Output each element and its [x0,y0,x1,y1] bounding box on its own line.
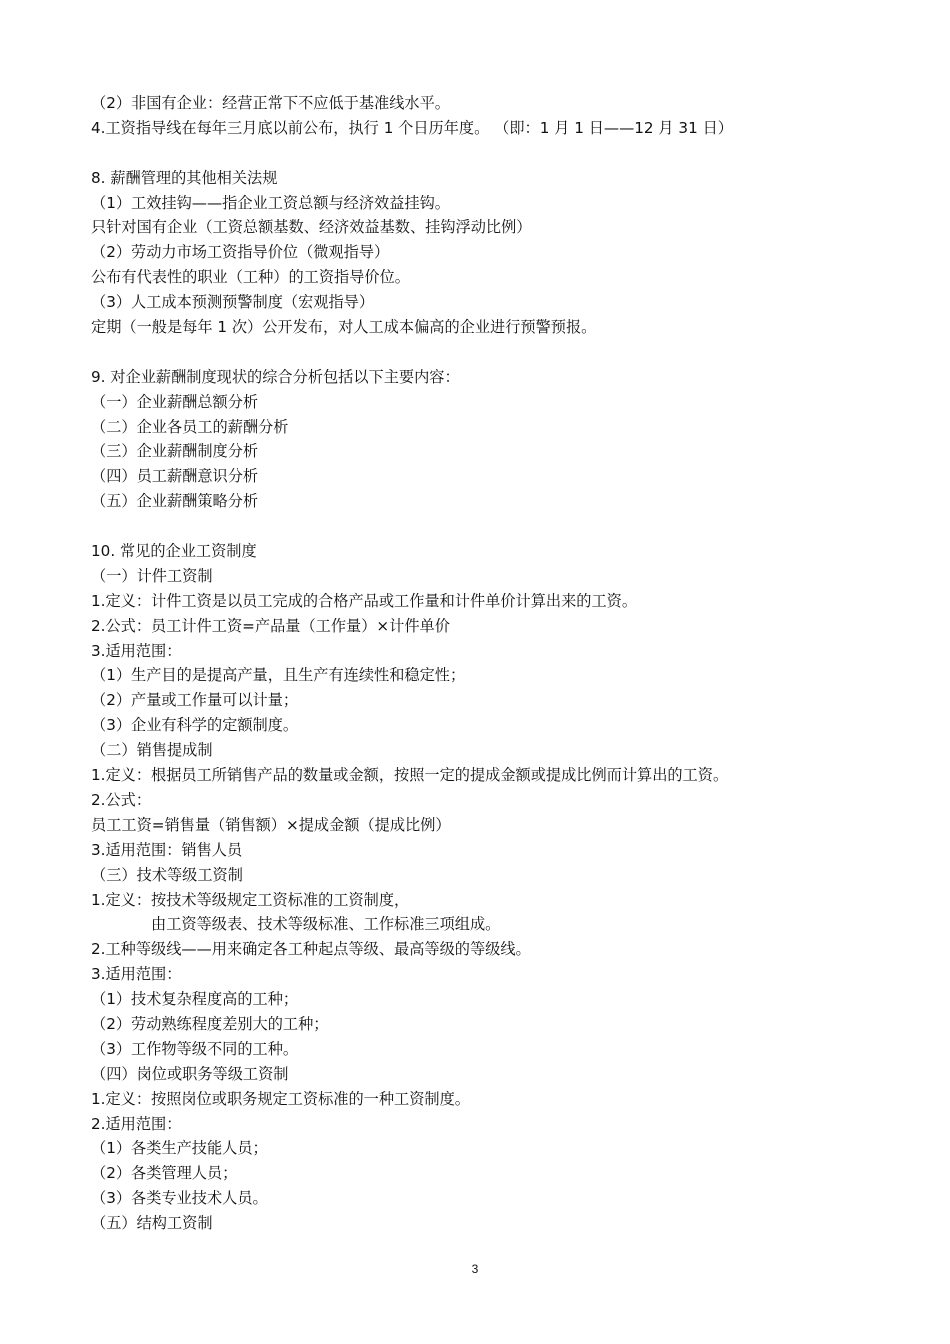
page-number: 3 [471,1262,479,1276]
text-line: 1.定义：计件工资是以员工完成的合格产品或工作量和计件单价计算出来的工资。 [91,591,638,610]
text-line: （3）企业有科学的定额制度。 [91,716,299,735]
text-line: 9. 对企业薪酬制度现状的综合分析包括以下主要内容： [91,367,460,386]
text-line: 员工工资=销售量（销售额）×提成金额（提成比例） [91,815,451,834]
blank-line [91,514,891,539]
text-line: （1）技术复杂程度高的工种； [91,990,299,1009]
document-body [91,91,891,1236]
text-line: 3.适用范围：销售人员 [91,840,243,859]
text-line: 2.适用范围： [91,1114,182,1133]
text-line: （四）员工薪酬意识分析 [91,467,259,486]
text-line: （二）销售提成制 [91,741,213,760]
text-line: 公布有代表性的职业（工种）的工资指导价位。 [91,268,410,287]
text-line: （1）工效挂钩——指企业工资总额与经济效益挂钩。 [91,193,450,212]
text-line: （3）各类专业技术人员。 [91,1189,268,1208]
text-line: （1）各类生产技能人员； [91,1139,268,1158]
text-line: （2）劳动熟练程度差别大的工种； [91,1014,329,1033]
blank-line [91,340,891,365]
text-line: 2.工种等级线——用来确定各工种起点等级、最高等级的等级线。 [91,940,531,959]
text-line: 3.适用范围： [91,641,182,660]
text-line: （2）各类管理人员； [91,1164,238,1183]
text-line: （2）劳动力市场工资指导价位（微观指导） [91,243,390,262]
text-line: 10. 常见的企业工资制度 [91,542,257,561]
text-line: 定期（一般是每年 1 次）公开发布，对人工成本偏高的企业进行预警预报。 [91,318,597,337]
text-line: 3.适用范围： [91,965,182,984]
text-line: （三）技术等级工资制 [91,865,243,884]
text-line: 1.定义：按照岗位或职务规定工资标准的一种工资制度。 [91,1089,470,1108]
text-line: （五）企业薪酬策略分析 [91,492,259,511]
text-line: （四）岗位或职务等级工资制 [91,1064,289,1083]
text-line: （三）企业薪酬制度分析 [91,442,259,461]
blank-line [91,141,891,166]
text-line: 1.定义：根据员工所销售产品的数量或金额，按照一定的提成金额或提成比例而计算出的工资。 [91,766,729,785]
text-line: 2.公式：员工计件工资=产品量（工作量）×计件单价 [91,616,450,635]
text-line: （3）工作物等级不同的工种。 [91,1039,299,1058]
text-line: （3）人工成本预测预警制度（宏观指导） [91,293,375,312]
text-line: 2.公式： [91,790,152,809]
text-line: （五）结构工资制 [91,1214,213,1233]
text-line: 由工资等级表、技术等级标准、工作标准三项组成。 [151,915,501,934]
text-line: 4.工资指导线在每年三月底以前公布，执行 1 个日历年度。 （即：1 月 1 日——12 月 31 日） [91,118,733,137]
text-line: 只针对国有企业（工资总额基数、经济效益基数、挂钩浮动比例） [91,218,532,237]
text-line: （一）企业薪酬总额分析 [91,392,259,411]
text-line: （2）非国有企业：经营正常下不应低于基准线水平。 [91,94,450,112]
text-line: （2）产量或工作量可以计量； [91,691,299,710]
text-line: （1）生产目的是提高产量，且生产有连续性和稳定性； [91,666,466,685]
text-line: 1.定义：按技术等级规定工资标准的工资制度， [91,890,410,909]
text-line: （二）企业各员工的薪酬分析 [91,417,289,436]
text-line: 8. 薪酬管理的其他相关法规 [91,168,278,187]
text-line: （一）计件工资制 [91,566,213,585]
